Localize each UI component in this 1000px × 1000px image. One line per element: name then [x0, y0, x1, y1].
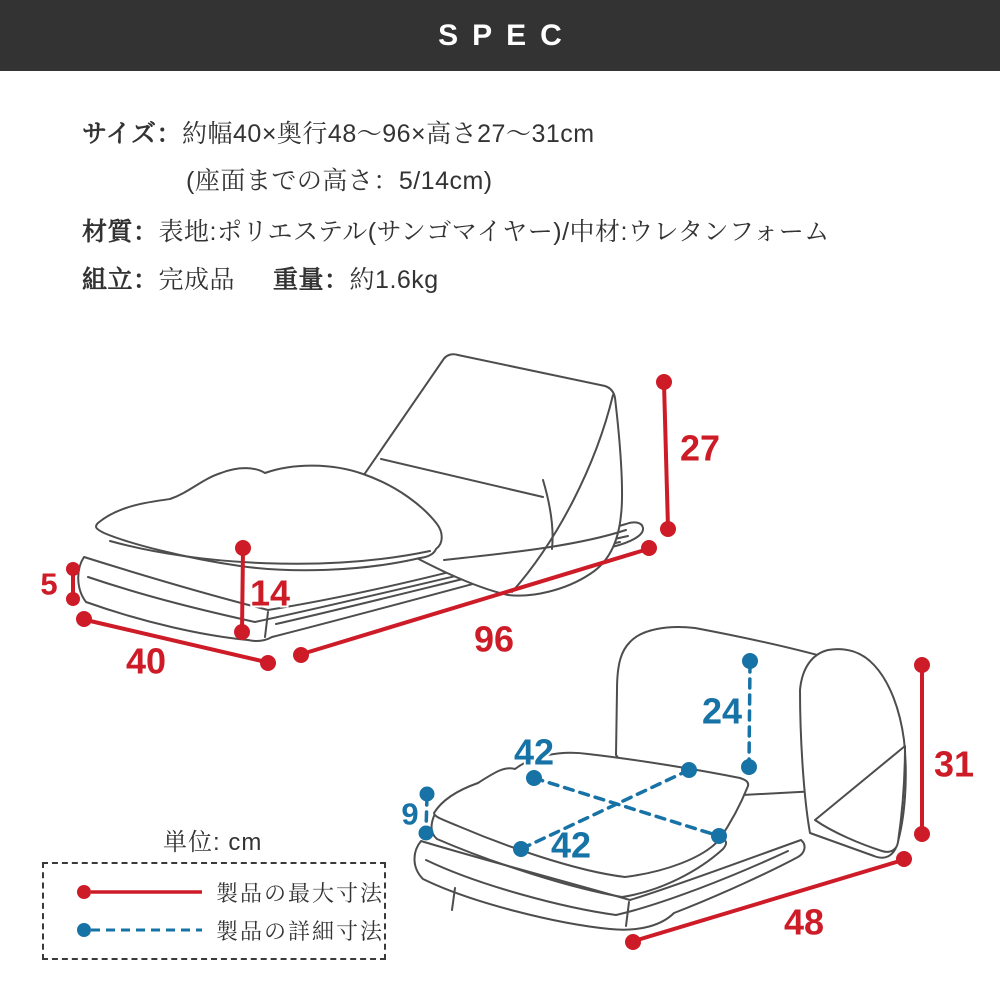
dim-dot	[513, 841, 529, 857]
weight-value: 約1.6kg	[349, 266, 439, 294]
dim-dot	[896, 851, 912, 867]
legend-row-max	[58, 876, 384, 908]
dim-label-folded-height: 14	[249, 572, 291, 614]
weight-label: 重量：	[273, 266, 350, 294]
dim-dot	[741, 759, 757, 775]
dim-label-seat-depth: 42	[550, 824, 592, 866]
legend-box	[42, 862, 386, 960]
dim-label-total-height: 31	[933, 743, 975, 785]
dim-dot	[260, 655, 276, 671]
seat-height-note: (座面までの高さ：5/14cm)	[186, 167, 493, 195]
material-label: 材質：	[82, 218, 159, 246]
material-value: 表地:ポリエステル(サンゴマイヤー)/中材:ウレタンフォーム	[158, 218, 830, 246]
dim-label-depth-max: 96	[473, 618, 515, 660]
upright-chair-drawing	[414, 627, 905, 930]
dim-dot	[625, 934, 641, 950]
dim-dot	[66, 592, 80, 606]
dim-dot	[419, 826, 434, 841]
dim-label-seat-gap: 9	[401, 796, 419, 832]
assembly-value: 完成品	[158, 266, 236, 294]
dim-dot	[76, 611, 92, 627]
dim-dot	[742, 653, 758, 669]
assembly-label: 組立：	[82, 266, 159, 294]
dim-label-seat-width: 42	[513, 731, 555, 773]
dim-line-14	[242, 549, 243, 631]
dim-dot	[681, 762, 697, 778]
reclined-chair-drawing	[78, 354, 643, 641]
dim-dot	[235, 540, 251, 556]
dim-dot	[641, 540, 657, 556]
detail-dimension-line-icon	[58, 921, 202, 939]
dim-dot	[66, 562, 80, 576]
dim-label-layer-thickness: 5	[40, 566, 58, 602]
legend-max-label: 製品の最大寸法	[215, 880, 384, 906]
page-title: SPEC	[438, 18, 576, 52]
size-value: 約幅40×奥行48〜96×高さ27〜31cm	[182, 120, 595, 148]
dim-label-backrest-height: 24	[701, 690, 743, 732]
dim-label-back-height: 27	[679, 427, 721, 469]
dim-dot	[656, 374, 672, 390]
dim-dot	[234, 624, 250, 640]
dim-dot	[660, 521, 676, 537]
dim-dot	[293, 647, 309, 663]
dim-label-width: 40	[125, 640, 167, 682]
dim-label-depth-min: 48	[783, 901, 825, 943]
dim-dot	[914, 826, 930, 842]
dim-line-27	[664, 383, 668, 528]
legend-detail-label: 製品の詳細寸法	[215, 918, 384, 944]
legend-row-detail	[58, 914, 384, 946]
dim-dot	[914, 657, 930, 673]
max-dimension-line-icon	[58, 883, 202, 901]
dim-line-24	[749, 663, 750, 765]
size-label: サイズ：	[82, 120, 183, 148]
unit-label: 単位: cm	[163, 829, 263, 856]
dim-dot	[420, 787, 435, 802]
dim-dot	[711, 828, 727, 844]
